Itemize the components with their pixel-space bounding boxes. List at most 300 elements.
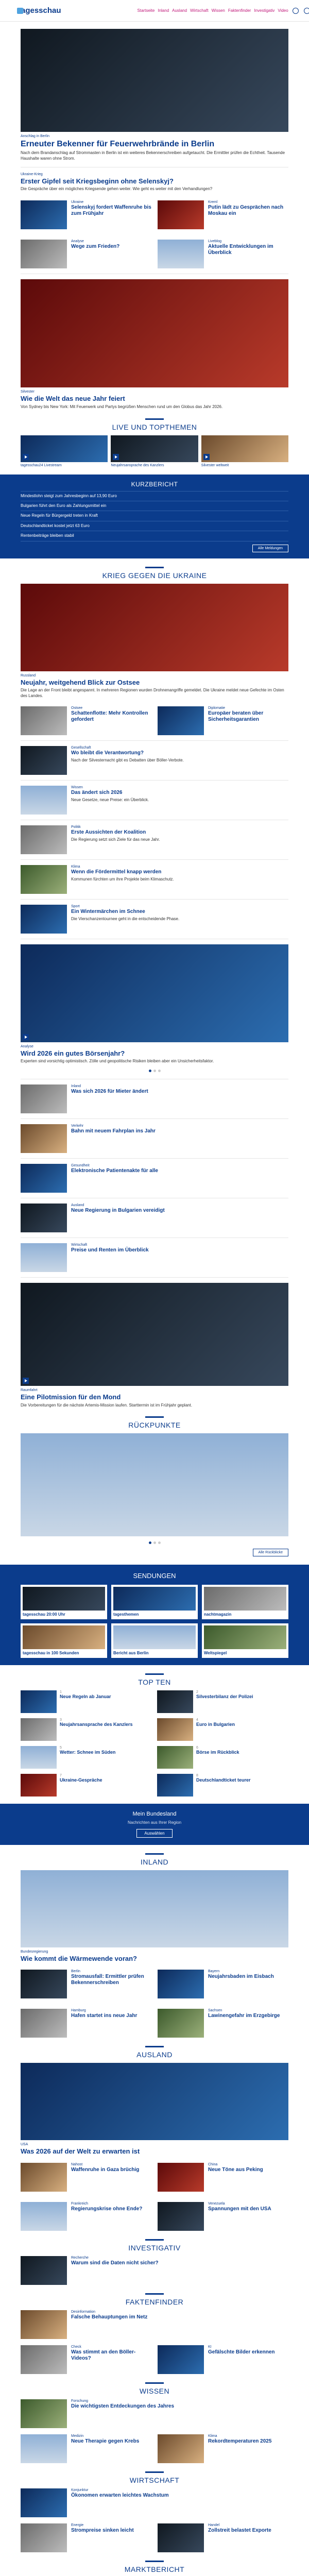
teaser-image bbox=[21, 240, 67, 268]
inland-list bbox=[21, 1965, 288, 2038]
teaser-image bbox=[21, 2345, 67, 2374]
carousel-dot[interactable] bbox=[158, 1541, 161, 1544]
topten-number: 2 bbox=[196, 1690, 198, 1694]
section-title-investigativ: INVESTIGATIV bbox=[21, 2239, 288, 2252]
teaser-headline[interactable]: Elektronische Patientenakte für alle bbox=[71, 1168, 158, 1174]
topten-number: 6 bbox=[196, 1745, 198, 1750]
teaser-topline: Bayern bbox=[208, 1970, 220, 1974]
teaser-topline: Recherche bbox=[71, 2256, 89, 2260]
space-teaser-text: Die Vorbereitungen für die nächste Artemis-Mission laufen. Starttermin ist im Frühjahr geplant. bbox=[21, 1402, 193, 1408]
kurzbericht-item[interactable]: Rentenbeiträge bleiben stabil bbox=[21, 531, 288, 541]
carousel-dot[interactable] bbox=[149, 1070, 151, 1072]
space-image[interactable] bbox=[21, 1283, 288, 1386]
carousel-dot[interactable] bbox=[149, 1541, 151, 1544]
newyear-teaser[interactable] bbox=[21, 279, 288, 410]
wissen-teaser[interactable] bbox=[21, 2399, 288, 2428]
teaser-topline: Konjunktur bbox=[71, 2488, 89, 2492]
teaser-topline: Gesundheit bbox=[71, 1164, 90, 1168]
list-item[interactable] bbox=[21, 786, 288, 815]
teaser-image bbox=[158, 2434, 204, 2463]
sendung-card[interactable] bbox=[21, 1585, 107, 1619]
sendung-card[interactable] bbox=[111, 1623, 198, 1658]
sendungen-cards bbox=[21, 1585, 288, 1657]
nav-item-inland[interactable]: Inland bbox=[158, 8, 169, 13]
feature-image[interactable] bbox=[21, 944, 288, 1042]
teaser-image bbox=[21, 2434, 67, 2463]
teaser-headline[interactable]: Die wichtigsten Entdeckungen des Jahres bbox=[71, 2403, 175, 2409]
main-column bbox=[21, 29, 288, 467]
sendung-image bbox=[113, 1625, 196, 1649]
teaser-image bbox=[21, 1970, 67, 1998]
nav-item-faktenfinder[interactable]: Faktenfinder bbox=[228, 8, 251, 13]
topten-item[interactable] bbox=[21, 1690, 152, 1713]
teaser-image bbox=[21, 200, 67, 229]
sendung-headline[interactable]: nachtmagazin bbox=[204, 1612, 232, 1617]
teaser-headline[interactable]: Waffenruhe in Gaza brüchig bbox=[71, 2166, 140, 2173]
teaser-image bbox=[157, 1774, 193, 1797]
main-column-2 bbox=[21, 567, 288, 1557]
teaser-image bbox=[21, 2488, 67, 2517]
list-item[interactable] bbox=[158, 2163, 288, 2192]
lead2-topline: Ukraine-Krieg bbox=[21, 172, 43, 176]
topten-headline[interactable]: Euro in Bulgarien bbox=[196, 1721, 235, 1727]
site-header bbox=[0, 0, 309, 22]
rueckpunkte-image[interactable] bbox=[21, 1433, 288, 1536]
teaser-topline: Gesellschaft bbox=[71, 745, 91, 750]
ausland-topline: USA bbox=[21, 2143, 28, 2147]
wissen-list bbox=[21, 2430, 288, 2463]
space-headline[interactable]: Eine Pilotmission für den Mond bbox=[21, 1393, 121, 1401]
teaser-headline[interactable]: Spannungen mit den USA bbox=[208, 2206, 271, 2212]
teaser-headline[interactable]: Falsche Behauptungen im Netz bbox=[71, 2314, 148, 2320]
rueckpunkte-more-button[interactable]: Alle Rückblicke bbox=[253, 1549, 288, 1556]
teaser-headline[interactable]: Warum sind die Daten nicht sicher? bbox=[71, 2260, 159, 2266]
teaser-topline: Klima bbox=[71, 865, 80, 869]
newyear-topline: Silvester bbox=[21, 390, 35, 394]
teaser-image bbox=[21, 1084, 67, 1113]
list-item[interactable] bbox=[21, 2523, 151, 2552]
list-item[interactable] bbox=[158, 2202, 288, 2231]
teaser-headline[interactable]: Was stimmt an den Böller-Videos? bbox=[71, 2349, 136, 2361]
topten-headline[interactable]: Neujahrsansprache des Kanzlers bbox=[60, 1721, 133, 1727]
lead2-headline[interactable]: Erster Gipfel seit Kriegsbeginn ohne Selenskyj? bbox=[21, 177, 174, 185]
region-banner bbox=[0, 1804, 309, 1845]
teaser-image bbox=[158, 1970, 204, 1998]
section-title-faktenfinder: FAKTENFINDER bbox=[21, 2293, 288, 2306]
list-item[interactable] bbox=[158, 2345, 288, 2374]
teaser-headline[interactable]: Neujahrsbaden im Eisbach bbox=[208, 1974, 274, 1980]
teaser-topline: Nahost bbox=[71, 2162, 83, 2166]
list-item[interactable] bbox=[158, 2434, 288, 2463]
list-item[interactable] bbox=[21, 1084, 288, 1113]
teaser-headline[interactable]: Lawinengefahr im Erzgebirge bbox=[208, 2013, 280, 2019]
teaser-image bbox=[21, 2399, 67, 2428]
topten-headline[interactable]: Ukraine-Gespräche bbox=[60, 1777, 102, 1783]
section-title-krieg: KRIEG GEGEN DIE UKRAINE bbox=[21, 567, 288, 580]
main-nav bbox=[138, 8, 288, 13]
list-item[interactable] bbox=[21, 240, 151, 268]
list-item[interactable] bbox=[21, 2009, 151, 2038]
topten-number: 4 bbox=[196, 1718, 198, 1722]
topten-headline[interactable]: Neue Regeln ab Januar bbox=[60, 1693, 111, 1699]
krieg-headline[interactable]: Neujahr, weitgehend Blick zur Ostsee bbox=[21, 678, 140, 686]
sendung-image bbox=[113, 1587, 196, 1611]
sendung-card[interactable] bbox=[21, 1623, 107, 1658]
teaser-image bbox=[158, 2523, 204, 2552]
list-item[interactable] bbox=[21, 2202, 151, 2231]
region-title: Mein Bundesland bbox=[132, 1810, 177, 1817]
teaser-headline[interactable]: Ökonomen erwarten leichtes Wachstum bbox=[71, 2492, 169, 2498]
teaser-headline[interactable]: Aktuelle Entwicklungen im Überblick bbox=[208, 244, 273, 256]
teaser-headline[interactable]: Wo bleibt die Verantwortung? bbox=[71, 750, 144, 756]
region-select-button[interactable]: Auswählen bbox=[136, 1829, 172, 1838]
krieg-image[interactable] bbox=[21, 584, 288, 671]
topten-item[interactable] bbox=[157, 1690, 288, 1713]
teaser-text: Die Regierung setzt sich Ziele für das neue Jahr. bbox=[71, 837, 160, 842]
list-item[interactable] bbox=[21, 200, 151, 229]
teaser-image bbox=[21, 1164, 67, 1193]
lead2-list bbox=[21, 196, 288, 268]
teaser-headline[interactable]: Putin lädt zu Gesprächen nach Moskau ein bbox=[208, 205, 284, 217]
topten-number: 8 bbox=[196, 1773, 198, 1777]
teaser-topline: Kreml bbox=[208, 200, 218, 205]
topten-item[interactable] bbox=[21, 1746, 152, 1769]
teaser-text: Neue Gesetze, neue Preise: ein Überblick. bbox=[71, 797, 149, 802]
teaser-image bbox=[21, 1204, 67, 1232]
teaser-headline[interactable]: Wege zum Frieden? bbox=[71, 244, 120, 250]
carousel-dot[interactable] bbox=[153, 1070, 156, 1072]
topten-number: 3 bbox=[60, 1718, 62, 1722]
teaser-image bbox=[21, 2310, 67, 2339]
newyear-image[interactable] bbox=[21, 279, 288, 387]
teaser-headline[interactable]: Schattenflotte: Mehr Kontrollen gefordert bbox=[71, 710, 148, 722]
teaser-topline: Sport bbox=[71, 904, 80, 908]
teaser-image bbox=[21, 2202, 67, 2231]
inland-headline[interactable]: Wie kommt die Wärmewende voran? bbox=[21, 1954, 137, 1962]
sendung-card[interactable] bbox=[202, 1585, 288, 1619]
teaser-headline[interactable]: Gefälschte Bilder erkennen bbox=[208, 2349, 275, 2355]
teaser-topline: Diplomatie bbox=[208, 706, 226, 710]
topten-item[interactable] bbox=[157, 1774, 288, 1797]
section-title-wissen: WISSEN bbox=[21, 2382, 288, 2395]
teaser-image bbox=[21, 706, 67, 735]
teaser-headline[interactable]: Neue Therapie gegen Krebs bbox=[71, 2438, 140, 2444]
list-item[interactable] bbox=[21, 2434, 151, 2463]
nav-item-wissen[interactable]: Wissen bbox=[211, 8, 225, 13]
sendung-image bbox=[204, 1587, 286, 1611]
list-item[interactable] bbox=[158, 2523, 288, 2552]
teaser-image bbox=[21, 825, 67, 854]
teaser-image bbox=[158, 2345, 204, 2374]
kurzbericht-title: KURZBERICHT bbox=[131, 480, 178, 488]
section-title-ausland: AUSLAND bbox=[21, 2046, 288, 2059]
kurzbericht-item[interactable]: Mindestlohn steigt zum Jahresbeginn auf 13,90 Euro bbox=[21, 492, 288, 501]
teaser-image bbox=[21, 1718, 57, 1741]
list-item[interactable] bbox=[21, 1204, 288, 1232]
topten-list bbox=[21, 1690, 288, 1797]
play-icon[interactable] bbox=[113, 454, 119, 460]
teaser-image bbox=[21, 1243, 67, 1272]
teaser-image bbox=[158, 2163, 204, 2192]
nav-item-ausland[interactable]: Ausland bbox=[172, 8, 187, 13]
feature-headline[interactable]: Wird 2026 ein gutes Börsenjahr? bbox=[21, 1049, 125, 1057]
hero-teaser-text: Nach dem Brandanschlag auf Strommasten in Berlin ist ein weiteres Bekennerschreiben aufgetaucht. Die Ermittler prüfen die Echtheit. Tausende Haushalte waren ohne Strom. bbox=[21, 150, 285, 161]
topten-item[interactable] bbox=[157, 1746, 288, 1769]
teaser-image bbox=[158, 240, 204, 268]
story-list-2 bbox=[21, 1084, 288, 1272]
teaser-headline[interactable]: Zollstreit belastet Exporte bbox=[208, 2527, 271, 2533]
section-title-topten: TOP TEN bbox=[21, 1673, 288, 1686]
sendung-headline[interactable]: tagesschau 20:00 Uhr bbox=[23, 1612, 65, 1617]
region-subtitle: Nachrichten aus Ihrer Region bbox=[127, 1820, 182, 1825]
teaser-headline[interactable]: Ein Wintermärchen im Schnee bbox=[71, 908, 145, 914]
topten-item[interactable] bbox=[157, 1718, 288, 1741]
teaser-image bbox=[21, 1774, 57, 1797]
teaser-text: Kommunen fürchten um ihre Projekte beim Klimaschutz. bbox=[71, 876, 174, 882]
teaser-topline: Analyse bbox=[71, 240, 84, 244]
site-logo[interactable]: tagesschau bbox=[19, 6, 61, 15]
teaser-image bbox=[158, 200, 204, 229]
lead2-teaser-text: Die Gespräche über ein mögliches Kriegsende gehen weiter. Wie geht es weiter mit den Verhandlungen? bbox=[21, 187, 213, 192]
lead2-teaser[interactable] bbox=[21, 173, 288, 192]
teaser-topline: Hamburg bbox=[71, 2009, 86, 2013]
kurzbericht-list bbox=[21, 491, 288, 541]
teaser-image bbox=[21, 2256, 67, 2285]
sendung-headline[interactable]: tagesschau in 100 Sekunden bbox=[23, 1651, 79, 1656]
teaser-image bbox=[21, 2009, 67, 2038]
teaser-headline[interactable]: Preise und Renten im Überblick bbox=[71, 1247, 149, 1253]
sendung-headline[interactable]: Bericht aus Berlin bbox=[113, 1651, 149, 1656]
teaser-topline: Klima bbox=[208, 2434, 217, 2438]
wirtschaft-teaser[interactable] bbox=[21, 2488, 288, 2517]
space-teaser[interactable] bbox=[21, 1283, 288, 1408]
teaser-topline: Desinformation bbox=[71, 2310, 96, 2314]
video-thumb[interactable] bbox=[111, 435, 198, 462]
list-item[interactable] bbox=[158, 200, 288, 229]
teaser-topline: Verkehr bbox=[71, 1124, 84, 1128]
video-caption: Silvester weltweit bbox=[201, 463, 229, 467]
topten-item[interactable] bbox=[21, 1718, 152, 1741]
list-item[interactable] bbox=[21, 1243, 288, 1272]
kurzbericht-more-button[interactable]: Alle Meldungen bbox=[252, 545, 288, 552]
kurzbericht-item[interactable]: Bulgarien führt den Euro als Zahlungsmittel ein bbox=[21, 501, 288, 511]
list-item[interactable] bbox=[21, 1970, 151, 1998]
teaser-topline: Ukraine bbox=[71, 200, 84, 205]
teaser-headline[interactable]: Das ändert sich 2026 bbox=[71, 789, 123, 795]
teaser-headline[interactable]: Was sich 2026 für Mieter ändert bbox=[71, 1089, 148, 1095]
space-topline: Raumfahrt bbox=[21, 1388, 38, 1393]
teaser-image bbox=[157, 1690, 193, 1713]
teaser-topline: Sachsen bbox=[208, 2009, 222, 2013]
teaser-topline: Handel bbox=[208, 2523, 220, 2527]
play-icon[interactable] bbox=[23, 1034, 29, 1040]
section-title-wirtschaft: WIRTSCHAFT bbox=[21, 2471, 288, 2484]
teaser-topline: Wirtschaft bbox=[71, 1243, 88, 1247]
krieg-teaser-text: Die Lage an der Front bleibt angespannt. In mehreren Regionen wurden Drohnenangriffe gemeldet. Die Ukraine meldet neue Gefechte im Osten des Landes. bbox=[21, 688, 284, 698]
hero-image[interactable] bbox=[21, 29, 288, 132]
teaser-image bbox=[21, 905, 67, 934]
teaser-headline[interactable]: Regierungskrise ohne Ende? bbox=[71, 2206, 143, 2212]
krieg-topline: Russland bbox=[21, 673, 36, 677]
list-item[interactable] bbox=[158, 2009, 288, 2038]
list-item[interactable] bbox=[21, 706, 151, 735]
teaser-topline: Frankreich bbox=[71, 2201, 89, 2206]
topten-headline[interactable]: Wetter: Schnee im Süden bbox=[60, 1749, 116, 1755]
teaser-image bbox=[21, 786, 67, 815]
nav-item-investigativ[interactable]: Investigativ bbox=[254, 8, 275, 13]
main-column-4 bbox=[21, 1853, 288, 2576]
teaser-image bbox=[157, 1746, 193, 1769]
menu-icon[interactable] bbox=[304, 8, 309, 14]
teaser-image bbox=[21, 746, 67, 775]
teaser-headline[interactable]: Rekordtemperaturen 2025 bbox=[208, 2438, 272, 2444]
sendung-headline[interactable]: tagesthemen bbox=[113, 1612, 139, 1617]
section-title-live: LIVE UND TOPTHEMEN bbox=[21, 418, 288, 431]
teaser-topline: Venezuela bbox=[208, 2201, 225, 2206]
search-icon[interactable] bbox=[293, 8, 299, 14]
teaser-headline[interactable]: Europäer beraten über Sicherheitsgarantien bbox=[208, 710, 264, 722]
teaser-topline: Liveblog bbox=[208, 240, 222, 244]
faktenfinder-teaser[interactable] bbox=[21, 2310, 288, 2339]
sendung-card[interactable] bbox=[111, 1585, 198, 1619]
teaser-headline[interactable]: Erste Aussichten der Koalition bbox=[71, 829, 146, 835]
sendung-card[interactable] bbox=[202, 1623, 288, 1658]
ausland-headline[interactable]: Was 2026 auf der Welt zu erwarten ist bbox=[21, 2147, 140, 2156]
list-item[interactable] bbox=[158, 240, 288, 268]
play-icon[interactable] bbox=[23, 1378, 29, 1384]
video-caption: tagesschau24 Livestream bbox=[21, 463, 62, 467]
list-item[interactable] bbox=[158, 706, 288, 735]
wirtschaft-list bbox=[21, 2519, 288, 2552]
inland-image[interactable] bbox=[21, 1870, 288, 1947]
video-item[interactable] bbox=[111, 435, 198, 467]
teaser-image bbox=[157, 1718, 193, 1741]
teaser-topline: KI bbox=[208, 2345, 212, 2349]
topten-headline[interactable]: Börse im Rückblick bbox=[196, 1749, 239, 1755]
list-item[interactable] bbox=[21, 1124, 288, 1153]
play-icon[interactable] bbox=[203, 454, 210, 460]
nav-item-home[interactable]: Startseite bbox=[137, 8, 155, 13]
video-item[interactable] bbox=[201, 435, 288, 467]
krieg-teaser[interactable] bbox=[21, 584, 288, 699]
teaser-headline[interactable]: Neue Regierung in Bulgarien vereidigt bbox=[71, 1208, 165, 1214]
teaser-topline: Politik bbox=[71, 825, 81, 829]
topten-headline[interactable]: Silvesterbilanz der Polizei bbox=[196, 1693, 253, 1699]
teaser-headline[interactable]: Wenn die Fördermittel knapp werden bbox=[71, 869, 162, 875]
faktenfinder-list bbox=[21, 2341, 288, 2374]
carousel-dots bbox=[21, 1067, 288, 1074]
teaser-topline: Energie bbox=[71, 2523, 84, 2527]
list-item[interactable] bbox=[21, 2345, 151, 2374]
inland-teaser[interactable] bbox=[21, 1870, 288, 1963]
carousel-dots bbox=[21, 1539, 288, 1546]
teaser-image bbox=[21, 865, 67, 894]
video-caption: Neujahrsansprache des Kanzlers bbox=[111, 463, 164, 467]
video-item[interactable] bbox=[21, 435, 108, 467]
feature-topline: Analyse bbox=[21, 1044, 33, 1048]
topten-item[interactable] bbox=[21, 1774, 152, 1797]
teaser-headline[interactable]: Hafen startet ins neue Jahr bbox=[71, 2013, 138, 2019]
video-thumb[interactable] bbox=[21, 435, 108, 462]
teaser-topline: Forschung bbox=[71, 2399, 89, 2403]
feature-teaser[interactable] bbox=[21, 944, 288, 1064]
teaser-image bbox=[21, 1690, 57, 1713]
teaser-text: Die Vierschanzentournee geht in die entscheidende Phase. bbox=[71, 916, 180, 921]
list-item[interactable] bbox=[21, 1164, 288, 1193]
teaser-topline: Wissen bbox=[71, 785, 83, 789]
topten-number: 7 bbox=[60, 1773, 62, 1777]
list-item[interactable] bbox=[21, 905, 288, 934]
sendung-image bbox=[23, 1587, 105, 1611]
teaser-image bbox=[21, 2163, 67, 2192]
nav-item-video[interactable]: Video bbox=[278, 8, 288, 13]
main-column-3 bbox=[21, 1673, 288, 1797]
teaser-headline[interactable]: Strompreise sinken leicht bbox=[71, 2527, 134, 2533]
inland-topline: Bundesregierung bbox=[21, 1950, 48, 1954]
ausland-list bbox=[21, 2159, 288, 2231]
carousel-dot[interactable] bbox=[153, 1541, 156, 1544]
list-item[interactable] bbox=[21, 2163, 151, 2192]
nav-item-wirtschaft[interactable]: Wirtschaft bbox=[190, 8, 209, 13]
teaser-image bbox=[158, 2009, 204, 2038]
hero-headline[interactable]: Erneuter Bekenner für Feuerwehrbrände in Berlin bbox=[21, 140, 215, 148]
teaser-topline: Ostsee bbox=[71, 706, 83, 710]
sendungen-section bbox=[0, 1565, 309, 1665]
section-title-inland: INLAND bbox=[21, 1853, 288, 1866]
ausland-teaser[interactable] bbox=[21, 2063, 288, 2156]
teaser-headline[interactable]: Neue Töne aus Peking bbox=[208, 2166, 263, 2173]
video-strip bbox=[21, 435, 288, 467]
story-list bbox=[21, 746, 288, 934]
ausland-image[interactable] bbox=[21, 2063, 288, 2140]
teaser-headline[interactable]: Bahn mit neuem Fahrplan ins Jahr bbox=[71, 1128, 156, 1134]
teaser-topline: China bbox=[208, 2162, 218, 2166]
section-title-markt: MARKTBERICHT bbox=[21, 2561, 288, 2573]
teaser-image bbox=[21, 1124, 67, 1153]
sendung-headline[interactable]: Weltspiegel bbox=[204, 1651, 227, 1656]
feature-teaser-text: Experten sind vorsichtig optimistisch. Zölle und geopolitische Risiken bleiben aber ein Unsicherheitsfaktor. bbox=[21, 1059, 214, 1064]
play-icon[interactable] bbox=[23, 454, 29, 460]
sendung-image bbox=[23, 1625, 105, 1649]
teaser-topline: Medizin bbox=[71, 2434, 84, 2438]
sendung-image bbox=[204, 1625, 286, 1649]
list-item[interactable] bbox=[21, 746, 288, 775]
hero-teaser[interactable] bbox=[21, 29, 288, 162]
investigativ-teaser[interactable] bbox=[21, 2256, 288, 2285]
list-item[interactable] bbox=[21, 825, 288, 854]
carousel-dot[interactable] bbox=[158, 1070, 161, 1072]
teaser-headline[interactable]: Stromausfall: Ermittler prüfen Bekennerschreiben bbox=[71, 1974, 144, 1986]
teaser-image bbox=[21, 2523, 67, 2552]
teaser-image bbox=[158, 2202, 204, 2231]
kurzbericht-band bbox=[0, 474, 309, 558]
video-thumb[interactable] bbox=[201, 435, 288, 462]
header-icons bbox=[293, 8, 309, 14]
teaser-topline: Ausland bbox=[71, 1204, 84, 1208]
kurzbericht-item[interactable]: Deutschlandticket kostet jetzt 63 Euro bbox=[21, 521, 288, 531]
newyear-teaser-text: Von Sydney bis New York: Mit Feuerwerk und Partys begrüßen Menschen rund um den Globus das Jahr 2026. bbox=[21, 404, 223, 409]
krieg-list bbox=[21, 702, 288, 735]
topten-headline[interactable]: Deutschlandticket teurer bbox=[196, 1777, 251, 1783]
teaser-text: Nach der Silvesternacht gibt es Debatten über Böller-Verbote. bbox=[71, 757, 184, 762]
kurzbericht-item[interactable]: Neue Regeln für Bürgergeld treten in Kraft bbox=[21, 511, 288, 521]
teaser-topline: Check bbox=[71, 2345, 81, 2349]
list-item[interactable] bbox=[158, 1970, 288, 1998]
list-item[interactable] bbox=[21, 865, 288, 894]
newyear-headline[interactable]: Wie die Welt das neue Jahr feiert bbox=[21, 395, 125, 403]
topten-number: 1 bbox=[60, 1690, 62, 1694]
teaser-headline[interactable]: Selenskyj fordert Waffenruhe bis zum Frühjahr bbox=[71, 205, 151, 217]
